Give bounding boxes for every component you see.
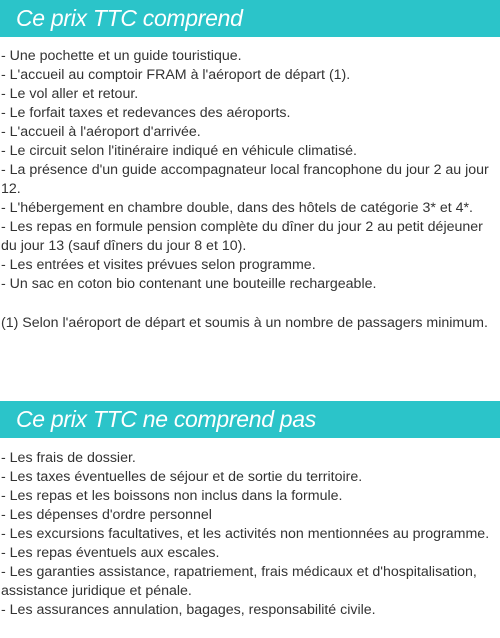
list-item: - L'accueil à l'aéroport d'arrivée. bbox=[1, 124, 201, 140]
list-item: - Une pochette et un guide touristique. bbox=[1, 48, 242, 64]
list-item: - Les excursions facultatives, et les activités non mentionnées au programme. bbox=[1, 526, 490, 542]
list-item: - Les frais de dossier. bbox=[1, 450, 136, 466]
list-item: - Le circuit selon l'itinéraire indiqué en véhicule climatisé. bbox=[1, 143, 357, 159]
list-item: - Les taxes éventuelles de séjour et de sortie du territoire. bbox=[1, 469, 363, 485]
list-item: - Les garanties assistance, rapatriement, frais médicaux et d'hospitalisation, assistance juridique et pénale. bbox=[1, 564, 477, 599]
list-item: - Les repas et les boissons non inclus dans la formule. bbox=[1, 488, 343, 504]
included-section-title: Ce prix TTC comprend bbox=[16, 5, 243, 31]
list-item: - L'accueil au comptoir FRAM à l'aéroport de départ (1). bbox=[1, 67, 351, 83]
list-item: - L'hébergement en chambre double, dans des hôtels de catégorie 3* et 4*. bbox=[1, 200, 473, 216]
list-item: - Les entrées et visites prévues selon programme. bbox=[1, 257, 316, 273]
list-item: - La présence d'un guide accompagnateur local francophone du jour 2 au jour 12. bbox=[1, 162, 489, 197]
excluded-section-header bbox=[0, 401, 500, 438]
included-footnote: (1) Selon l'aéroport de départ et soumis à un nombre de passagers minimum. bbox=[1, 315, 488, 331]
list-item: - Le vol aller et retour. bbox=[1, 86, 139, 102]
list-item: - Les dépenses d'ordre personnel bbox=[1, 507, 212, 523]
included-section-header bbox=[0, 0, 500, 37]
list-item: - Les repas éventuels aux escales. bbox=[1, 545, 220, 561]
list-item: - Les repas en formule pension complète du dîner du jour 2 au petit déjeuner du jour 13 (sauf dîners du jour 8 et 10). bbox=[1, 219, 483, 254]
excluded-section-title: Ce prix TTC ne comprend pas bbox=[16, 406, 316, 432]
included-list bbox=[0, 47, 500, 294]
list-item: - Un sac en coton bio contenant une bouteille rechargeable. bbox=[1, 276, 377, 292]
list-item: - Le forfait taxes et redevances des aéroports. bbox=[1, 105, 291, 121]
list-item: - Les assurances annulation, bagages, responsabilité civile. bbox=[1, 602, 376, 618]
excluded-list bbox=[0, 449, 500, 620]
